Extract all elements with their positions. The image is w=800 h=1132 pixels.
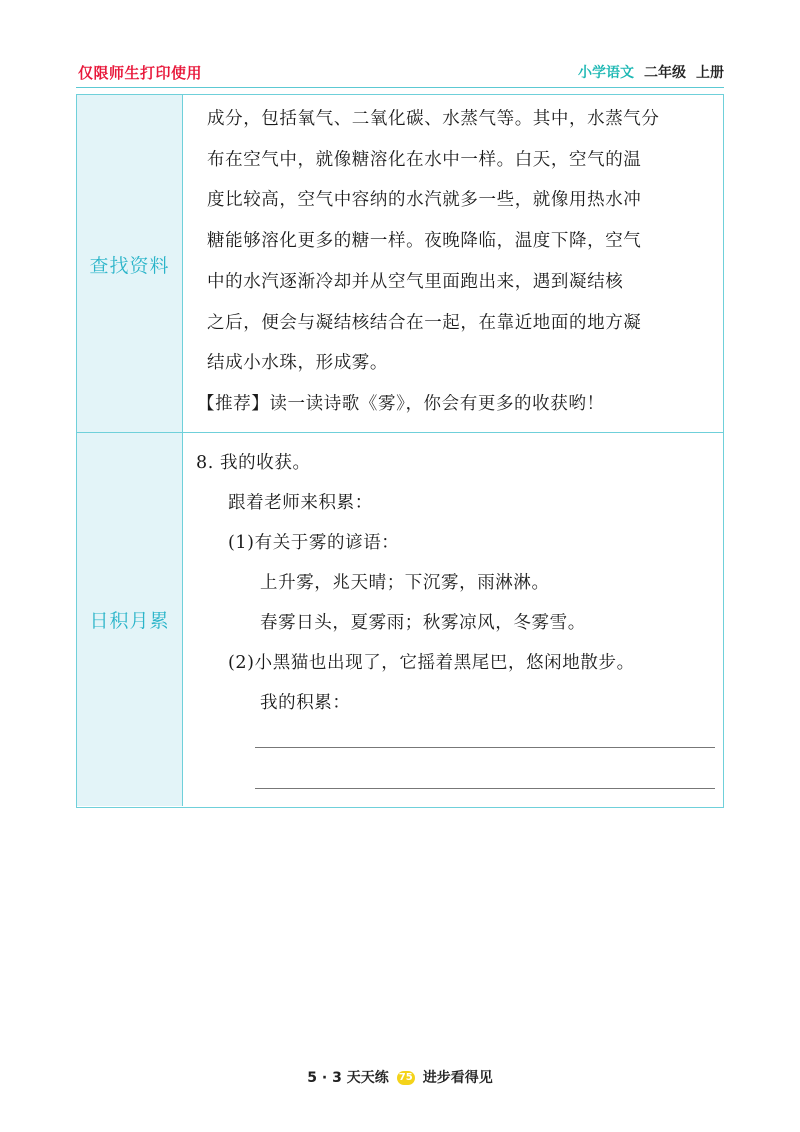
subject-label: 小学语文 — [578, 65, 634, 81]
volume-label: 上册 — [696, 65, 724, 81]
text-line: 结成小水珠，形成雾。 — [207, 353, 388, 374]
section-label-research: 查找资料 — [89, 254, 170, 277]
footer-brand: 5 · 3 天天练 — [307, 1070, 389, 1086]
intro-line: 跟着老师来积累： — [228, 493, 373, 513]
row-divider — [77, 432, 723, 433]
item-2: (2)小黑猫也出现了，它摇着黑尾巴，悠闲地散步。 — [228, 653, 635, 673]
answer-line-1[interactable] — [255, 747, 715, 748]
recommend-line: 【推荐】读一读诗歌《雾》，你会有更多的收获哟！ — [197, 393, 605, 414]
my-accumulation-label: 我的积累： — [260, 693, 351, 713]
exercise-table — [76, 94, 724, 808]
proverb-1: 上升雾，兆天晴；下沉雾，雨淋淋。 — [260, 573, 550, 593]
section-label-accumulate: 日积月累 — [89, 610, 170, 632]
proverb-2: 春雾日头，夏雾雨；秋雾凉风，冬雾雪。 — [260, 613, 586, 633]
text-line: 之后，便会与凝结核结合在一起，在靠近地面的地方凝 — [207, 312, 642, 333]
text-line: 中的水汽逐渐冷却并从空气里面跑出来，遇到凝结核 — [207, 271, 624, 292]
page-number: 75 — [397, 1071, 415, 1085]
item-1: (1)有关于雾的谚语： — [228, 533, 400, 553]
question-title: 8. 我的收获。 — [196, 453, 311, 473]
page-footer — [0, 1067, 800, 1087]
section-label-cell — [77, 433, 183, 806]
research-text — [197, 99, 660, 425]
section-label-cell — [77, 95, 183, 433]
accumulate-text — [196, 443, 635, 723]
text-line: 成分，包括氧气、二氧化碳、水蒸气等。其中，水蒸气分 — [207, 109, 660, 129]
header-divider — [76, 87, 724, 88]
footer-slogan: 进步看得见 — [422, 1070, 493, 1086]
print-notice: 仅限师生打印使用 — [78, 64, 203, 82]
text-line: 糖能够溶化更多的糖一样。夜晚降临，温度下降，空气 — [207, 231, 642, 252]
text-line: 度比较高，空气中容纳的水汽就多一些，就像用热水冲 — [207, 190, 642, 211]
text-line: 布在空气中，就像糖溶化在水中一样。白天，空气的温 — [207, 149, 642, 170]
grade-label: 二年级 — [644, 65, 686, 81]
book-info — [578, 62, 724, 82]
answer-line-2[interactable] — [255, 788, 715, 789]
